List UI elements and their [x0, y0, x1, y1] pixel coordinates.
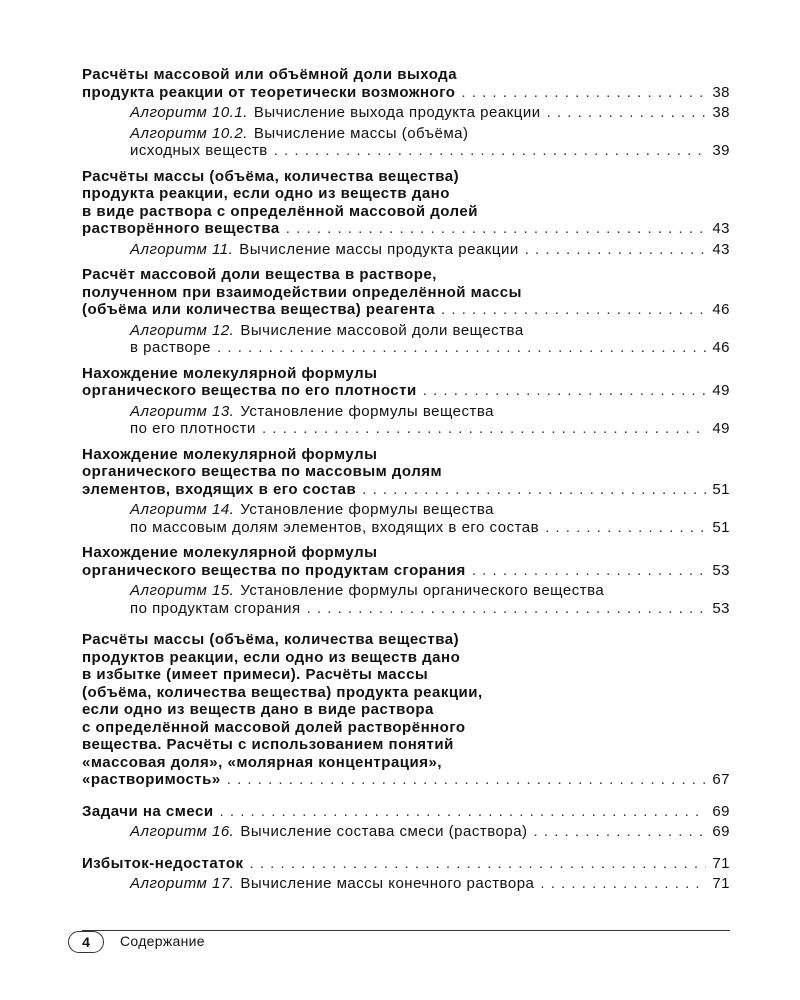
dot-leader: [423, 382, 707, 400]
toc-section: [82, 544, 730, 617]
section-page-number[interactable]: 51: [712, 480, 730, 498]
toc-section: [82, 365, 730, 438]
dot-leader: [217, 339, 706, 357]
section-title-line: Задачи на смеси: [82, 802, 214, 820]
section-title-line: Нахождение молекулярной формулы: [82, 364, 378, 382]
toc-section-heading: [82, 66, 730, 101]
section-title-line: Расчёты массы (объёма, количества вещества): [82, 167, 460, 185]
dot-leader: [545, 519, 706, 537]
section-page-number[interactable]: 38: [712, 83, 730, 101]
section-title-line: продукта реакции, если одно из веществ дано: [82, 185, 450, 202]
footer-title: Содержание: [120, 933, 205, 949]
section-page-number[interactable]: 69: [712, 802, 730, 820]
algorithm-title-line: Вычисление выхода продукта реакции: [253, 104, 541, 121]
toc-section-heading: [82, 266, 730, 319]
footer-divider: [82, 930, 730, 931]
algorithm-page-number[interactable]: 46: [712, 339, 730, 356]
section-title-line: (объёма или количества вещества) реагента: [82, 301, 436, 318]
algorithm-page-number[interactable]: 43: [712, 240, 730, 258]
table-of-contents: [82, 66, 730, 901]
section-title-line: с определённой массовой долей растворённого: [82, 718, 466, 736]
algorithm-title-line: по его плотности: [130, 420, 256, 437]
algorithm-label: Алгоритм 10.2.: [130, 124, 248, 142]
dot-leader: [362, 481, 706, 499]
section-title-line: органического вещества по его плотности: [82, 382, 417, 399]
toc-algorithm-entry[interactable]: [82, 582, 730, 617]
toc-section-heading: [82, 168, 730, 238]
algorithm-title-line: по продуктам сгорания: [130, 599, 301, 617]
toc-algorithm-entry[interactable]: [82, 501, 730, 536]
dot-leader: [540, 875, 706, 893]
algorithm-page-number[interactable]: 39: [712, 142, 730, 159]
algorithm-page-number[interactable]: 71: [712, 875, 730, 892]
section-title-line: в виде раствора с определённой массовой долей: [82, 202, 478, 220]
toc-section: [82, 803, 730, 841]
dot-leader: [250, 855, 707, 873]
section-page-number[interactable]: 67: [712, 771, 730, 788]
toc-algorithm-entry[interactable]: [82, 104, 730, 122]
algorithm-title-line: Вычисление состава смеси (раствора): [240, 823, 528, 840]
toc-algorithm-entry[interactable]: [82, 875, 730, 893]
section-title-line: «массовая доля», «молярная концентрация»,: [82, 753, 442, 771]
toc-algorithm-entry[interactable]: [82, 823, 730, 841]
section-title-line: полученном при взаимодействии определённой массы: [82, 283, 522, 301]
algorithm-title-line: исходных веществ: [130, 142, 268, 159]
section-title-line: если одно из веществ дано в виде раствора: [82, 701, 434, 718]
toc-algorithm-entry[interactable]: [82, 125, 730, 160]
page-number-badge: 4: [68, 931, 104, 953]
algorithm-title-line: Вычисление массовой доли вещества: [240, 321, 524, 339]
section-title-line: Избыток-недостаток: [82, 854, 244, 872]
section-title-line: «растворимость»: [82, 771, 221, 788]
algorithm-label: Алгоритм 15.: [130, 582, 235, 599]
algorithm-label: Алгоритм 12.: [130, 321, 235, 339]
section-page-number[interactable]: 46: [712, 301, 730, 318]
dot-leader: [525, 241, 707, 259]
algorithm-title-line: Вычисление массы конечного раствора: [240, 875, 535, 892]
toc-section: [82, 266, 730, 357]
toc-section-heading: [82, 544, 730, 579]
section-title-line: Нахождение молекулярной формулы: [82, 445, 378, 463]
algorithm-title-line: Установление формулы органического вещества: [240, 582, 605, 599]
toc-algorithm-entry[interactable]: [82, 241, 730, 259]
section-title-line: органического вещества по продуктам сгорания: [82, 561, 466, 579]
algorithm-title-line: Вычисление массы (объёма): [253, 124, 469, 142]
algorithm-page-number[interactable]: 49: [712, 420, 730, 437]
dot-leader: [472, 562, 707, 580]
section-page-number[interactable]: 71: [712, 854, 730, 872]
section-title-line: Нахождение молекулярной формулы: [82, 544, 378, 561]
dot-leader: [441, 301, 706, 319]
algorithm-label: Алгоритм 11.: [130, 240, 234, 258]
algorithm-label: Алгоритм 17.: [130, 875, 235, 892]
toc-section-heading: [82, 855, 730, 873]
section-page-number[interactable]: 43: [712, 220, 730, 237]
toc-algorithm-entry[interactable]: [82, 322, 730, 357]
algorithm-label: Алгоритм 13.: [130, 402, 235, 420]
section-title-line: Расчёт массовой доли вещества в растворе,: [82, 266, 437, 283]
algorithm-page-number[interactable]: 38: [712, 104, 730, 121]
section-page-number[interactable]: 49: [712, 382, 730, 399]
dot-leader: [461, 84, 706, 102]
toc-section: [82, 631, 730, 789]
section-title-line: органического вещества по массовым долям: [82, 463, 443, 480]
algorithm-label: Алгоритм 14.: [130, 501, 235, 518]
dot-leader: [227, 771, 707, 789]
dot-leader: [286, 220, 707, 238]
toc-section: [82, 446, 730, 537]
section-title-line: в избытке (имеет примеси). Расчёты массы: [82, 666, 429, 683]
algorithm-title-line: по массовым долям элементов, входящих в его состав: [130, 518, 540, 536]
toc-section: [82, 66, 730, 160]
algorithm-title-line: в растворе: [130, 339, 212, 356]
section-title-line: Расчёты массы (объёма, количества вещества): [82, 631, 460, 648]
toc-section-heading: [82, 803, 730, 821]
section-title-line: продукта реакции от теоретически возможного: [82, 83, 456, 101]
toc-section: [82, 168, 730, 259]
toc-section: [82, 855, 730, 893]
section-title-line: элементов, входящих в его состав: [82, 480, 357, 498]
algorithm-page-number[interactable]: 53: [712, 599, 730, 617]
section-title-line: (объёма, количества вещества) продукта реакции,: [82, 683, 483, 701]
toc-section-heading: [82, 631, 730, 789]
dot-leader: [534, 823, 707, 841]
algorithm-page-number[interactable]: 69: [712, 823, 730, 840]
section-title-line: вещества. Расчёты с использованием понятий: [82, 736, 454, 753]
dot-leader: [220, 803, 707, 821]
algorithm-title-line: Вычисление массы продукта реакции: [239, 240, 519, 258]
dot-leader: [274, 142, 707, 160]
section-title-line: растворённого вещества: [82, 220, 280, 237]
algorithm-title-line: Установление формулы вещества: [240, 402, 494, 420]
dot-leader: [547, 104, 707, 122]
algorithm-label: Алгоритм 10.1.: [130, 104, 248, 121]
dot-leader: [262, 420, 706, 438]
algorithm-page-number[interactable]: 51: [712, 518, 730, 536]
toc-algorithm-entry[interactable]: [82, 403, 730, 438]
section-page-number[interactable]: 53: [712, 561, 730, 579]
dot-leader: [307, 600, 707, 618]
toc-section-heading: [82, 365, 730, 400]
section-title-line: продуктов реакции, если одно из веществ дано: [82, 648, 461, 666]
toc-section-heading: [82, 446, 730, 499]
algorithm-title-line: Установление формулы вещества: [240, 501, 494, 518]
section-title-line: Расчёты массовой или объёмной доли выхода: [82, 66, 458, 83]
algorithm-label: Алгоритм 16.: [130, 823, 235, 840]
